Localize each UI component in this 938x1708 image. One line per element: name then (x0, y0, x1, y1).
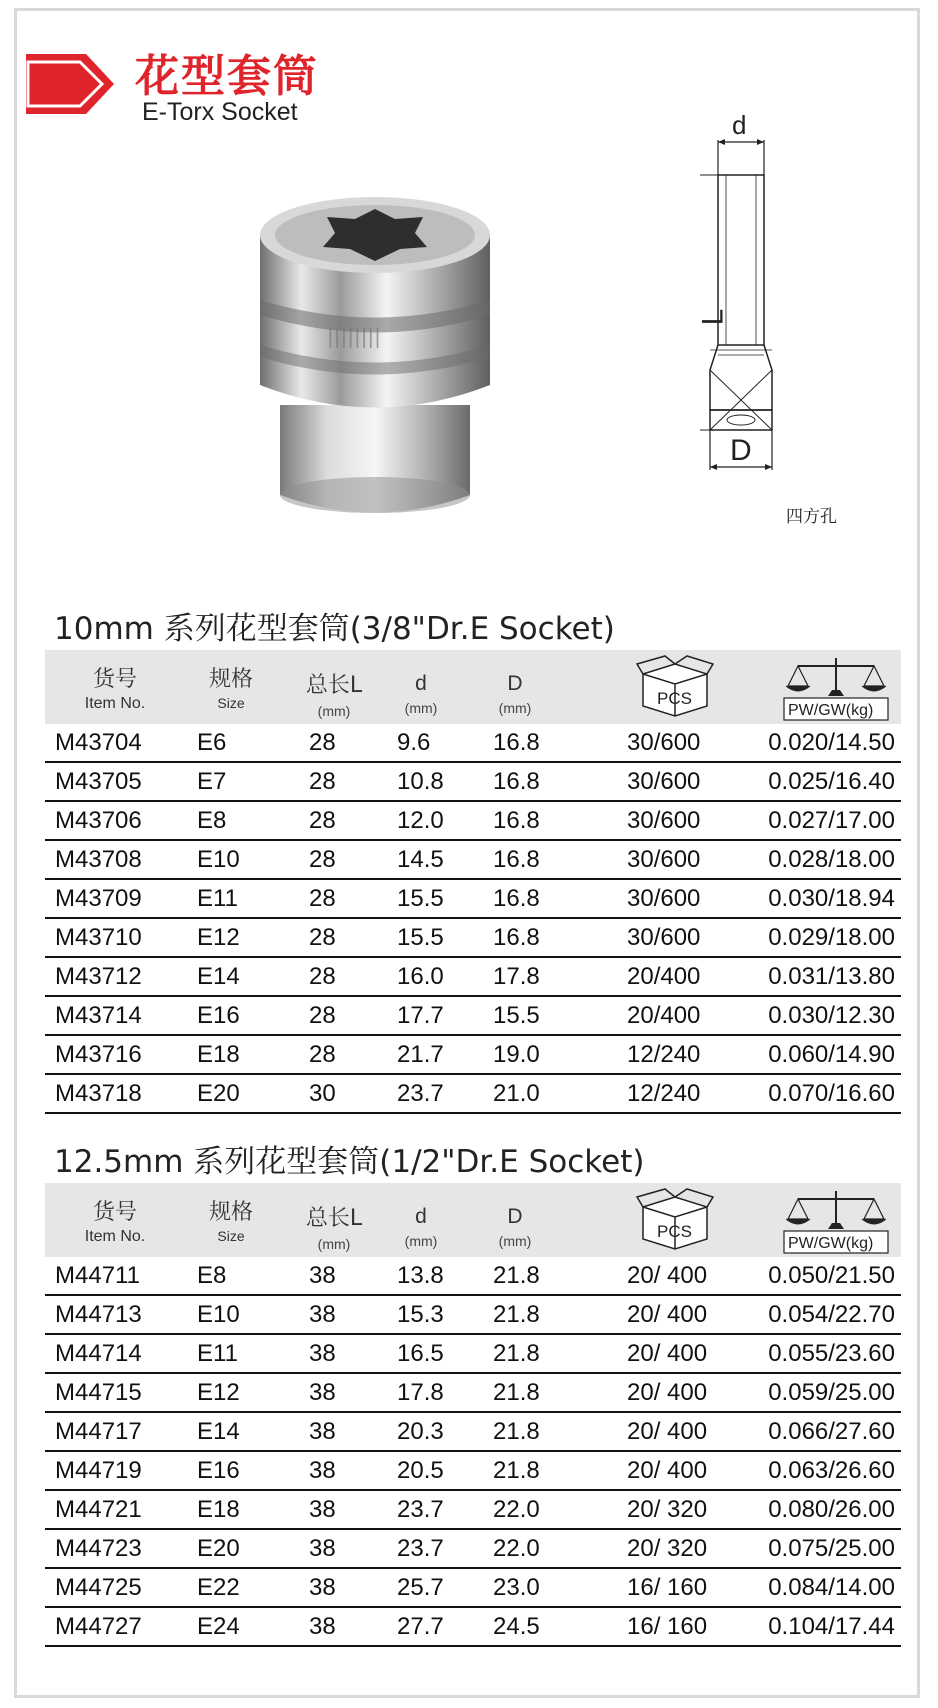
item-no-cell: M44719 (55, 1457, 142, 1484)
item-no-cell: M43709 (55, 885, 142, 912)
length-cell: 30 (309, 1080, 336, 1107)
d-cell: 13.8 (397, 1262, 444, 1289)
weight-cell: 0.030/18.94 (768, 885, 895, 912)
length-cell: 28 (309, 846, 336, 873)
header-d: d (mm) (404, 1205, 438, 1249)
weight-cell: 0.075/25.00 (768, 1535, 895, 1562)
table-body (45, 724, 901, 1114)
balance-scale-icon (780, 652, 892, 722)
header-item: 货号 Item No. (84, 667, 146, 712)
length-cell: 28 (309, 1041, 336, 1068)
table-row (45, 802, 901, 841)
square-hole-note: 四方孔 (786, 507, 837, 527)
weight-cell: 0.066/27.60 (768, 1418, 895, 1445)
d-cell: 15.3 (397, 1301, 444, 1328)
arrow-badge-icon (24, 52, 116, 116)
item-no-cell: M43718 (55, 1080, 142, 1107)
section-title-12-5mm: 12.5mm 系列花型套筒(1/2"Dr.E Socket) (54, 1144, 645, 1180)
D-cell: 24.5 (493, 1613, 540, 1640)
D-cell: 17.8 (493, 963, 540, 990)
spec-table-12-5mm (45, 1183, 901, 1647)
D-cell: 23.0 (493, 1574, 540, 1601)
pcs-cell: 20/400 (627, 963, 701, 990)
item-no-cell: M43710 (55, 924, 142, 951)
table-row (45, 997, 901, 1036)
svg-text:||||||||: |||||||| (327, 324, 381, 348)
d-cell: 20.3 (397, 1418, 444, 1445)
svg-text:PW/GW(kg): PW/GW(kg) (788, 702, 874, 719)
dim-label-L: L (696, 308, 730, 326)
d-cell: 16.0 (397, 963, 444, 990)
length-cell: 28 (309, 768, 336, 795)
D-cell: 16.8 (493, 924, 540, 951)
size-cell: E16 (197, 1002, 240, 1029)
d-cell: 23.7 (397, 1080, 444, 1107)
pcs-cell: 20/ 400 (627, 1301, 708, 1328)
length-cell: 38 (309, 1340, 336, 1367)
table-row (45, 958, 901, 997)
pcs-cell: 20/ 400 (627, 1379, 708, 1406)
d-cell: 10.8 (397, 768, 444, 795)
pcs-cell: 20/ 400 (627, 1418, 708, 1445)
header-weight (780, 650, 892, 724)
item-no-cell: M44725 (55, 1574, 142, 1601)
item-no-cell: M44713 (55, 1301, 142, 1328)
length-cell: 28 (309, 729, 336, 756)
D-cell: 21.8 (493, 1262, 540, 1289)
item-no-cell: M43708 (55, 846, 142, 873)
weight-cell: 0.020/14.50 (768, 729, 895, 756)
D-cell: 15.5 (493, 1002, 540, 1029)
weight-cell: 0.104/17.44 (768, 1613, 895, 1640)
page-title-en: E-Torx Socket (142, 98, 298, 126)
item-no-cell: M44717 (55, 1418, 142, 1445)
size-cell: E14 (197, 963, 240, 990)
table-row (45, 1075, 901, 1114)
weight-cell: 0.031/13.80 (768, 963, 895, 990)
size-cell: E20 (197, 1535, 240, 1562)
svg-text:PW/GW(kg): PW/GW(kg) (788, 1235, 874, 1252)
D-cell: 16.8 (493, 885, 540, 912)
pcs-cell: 30/600 (627, 729, 701, 756)
pcs-cell: 20/400 (627, 1002, 701, 1029)
table-row (45, 1491, 901, 1530)
size-cell: E6 (197, 729, 227, 756)
size-cell: E10 (197, 1301, 240, 1328)
length-cell: 28 (309, 885, 336, 912)
item-no-cell: M44715 (55, 1379, 142, 1406)
carton-box-icon (635, 1187, 715, 1253)
item-no-cell: M43706 (55, 807, 142, 834)
header-item: 货号 Item No. (84, 1200, 146, 1245)
size-cell: E8 (197, 1262, 227, 1289)
table-row (45, 1257, 901, 1296)
socket-dimension-diagram (700, 110, 850, 495)
D-cell: 16.8 (493, 807, 540, 834)
size-cell: E11 (197, 885, 238, 912)
item-no-cell: M43714 (55, 1002, 142, 1029)
table-row (45, 1530, 901, 1569)
length-cell: 28 (309, 924, 336, 951)
d-cell: 17.8 (397, 1379, 444, 1406)
length-cell: 38 (309, 1262, 336, 1289)
pcs-cell: 30/600 (627, 885, 701, 912)
length-cell: 38 (309, 1457, 336, 1484)
header-pcs (620, 1183, 730, 1257)
d-cell: 21.7 (397, 1041, 444, 1068)
item-no-cell: M43705 (55, 768, 142, 795)
length-cell: 28 (309, 807, 336, 834)
table-row (45, 1413, 901, 1452)
d-cell: 9.6 (397, 729, 431, 756)
D-cell: 21.8 (493, 1301, 540, 1328)
weight-cell: 0.050/21.50 (768, 1262, 895, 1289)
size-cell: E10 (197, 846, 240, 873)
dim-label-D: D (730, 434, 752, 467)
table-row (45, 1296, 901, 1335)
D-cell: 21.8 (493, 1418, 540, 1445)
carton-box-icon (635, 654, 715, 720)
d-cell: 14.5 (397, 846, 444, 873)
header-length: 总长L (mm) (305, 673, 363, 719)
svg-text:PCS: PCS (657, 689, 692, 708)
pcs-cell: 30/600 (627, 846, 701, 873)
weight-cell: 0.055/23.60 (768, 1340, 895, 1367)
item-no-cell: M44721 (55, 1496, 142, 1523)
size-cell: E12 (197, 924, 240, 951)
pcs-cell: 20/ 320 (627, 1496, 708, 1523)
length-cell: 38 (309, 1496, 336, 1523)
d-cell: 17.7 (397, 1002, 444, 1029)
header-pcs (620, 650, 730, 724)
D-cell: 16.8 (493, 846, 540, 873)
size-cell: E14 (197, 1418, 240, 1445)
header-length: 总长L (mm) (305, 1206, 363, 1252)
item-no-cell: M44723 (55, 1535, 142, 1562)
d-cell: 16.5 (397, 1340, 444, 1367)
weight-cell: 0.084/14.00 (768, 1574, 895, 1601)
spec-table-10mm (45, 650, 901, 1114)
length-cell: 38 (309, 1379, 336, 1406)
size-cell: E11 (197, 1340, 238, 1367)
weight-cell: 0.029/18.00 (768, 924, 895, 951)
section-title-10mm: 10mm 系列花型套筒(3/8"Dr.E Socket) (54, 611, 615, 647)
table-row (45, 1569, 901, 1608)
size-cell: E7 (197, 768, 227, 795)
D-cell: 16.8 (493, 729, 540, 756)
d-cell: 23.7 (397, 1535, 444, 1562)
D-cell: 19.0 (493, 1041, 540, 1068)
table-row (45, 1374, 901, 1413)
item-no-cell: M44711 (55, 1262, 140, 1289)
table-header (45, 1183, 901, 1257)
d-cell: 25.7 (397, 1574, 444, 1601)
d-cell: 27.7 (397, 1613, 444, 1640)
d-cell: 15.5 (397, 885, 444, 912)
size-cell: E12 (197, 1379, 240, 1406)
table-row (45, 1452, 901, 1491)
item-no-cell: M44727 (55, 1613, 142, 1640)
D-cell: 21.8 (493, 1457, 540, 1484)
header-size: 规格 Size (208, 1200, 253, 1244)
item-no-cell: M44714 (55, 1340, 142, 1367)
D-cell: 21.8 (493, 1379, 540, 1406)
size-cell: E8 (197, 807, 227, 834)
socket-product-image (255, 195, 505, 535)
table-row (45, 1335, 901, 1374)
pcs-cell: 20/ 320 (627, 1535, 708, 1562)
header-D: D (mm) (498, 672, 532, 716)
D-cell: 16.8 (493, 768, 540, 795)
table-row (45, 1036, 901, 1075)
weight-cell: 0.054/22.70 (768, 1301, 895, 1328)
balance-scale-icon (780, 1185, 892, 1255)
d-cell: 20.5 (397, 1457, 444, 1484)
pcs-cell: 30/600 (627, 924, 701, 951)
item-no-cell: M43712 (55, 963, 142, 990)
size-cell: E16 (197, 1457, 240, 1484)
pcs-cell: 12/240 (627, 1080, 701, 1107)
length-cell: 38 (309, 1535, 336, 1562)
table-row (45, 880, 901, 919)
d-cell: 12.0 (397, 807, 444, 834)
length-cell: 38 (309, 1574, 336, 1601)
size-cell: E20 (197, 1080, 240, 1107)
D-cell: 22.0 (493, 1535, 540, 1562)
length-cell: 28 (309, 963, 336, 990)
pcs-cell: 20/ 400 (627, 1340, 708, 1367)
table-row (45, 763, 901, 802)
size-cell: E24 (197, 1613, 240, 1640)
header-weight (780, 1183, 892, 1257)
length-cell: 38 (309, 1613, 336, 1640)
table-row (45, 919, 901, 958)
pcs-cell: 16/ 160 (627, 1574, 708, 1601)
pcs-cell: 30/600 (627, 807, 701, 834)
D-cell: 22.0 (493, 1496, 540, 1523)
pcs-cell: 30/600 (627, 768, 701, 795)
size-cell: E18 (197, 1496, 240, 1523)
weight-cell: 0.063/26.60 (768, 1457, 895, 1484)
page-title-cn: 花型套筒 (135, 51, 319, 102)
header-size: 规格 Size (208, 667, 253, 711)
item-no-cell: M43716 (55, 1041, 142, 1068)
pcs-cell: 20/ 400 (627, 1262, 708, 1289)
weight-cell: 0.060/14.90 (768, 1041, 895, 1068)
table-row (45, 1608, 901, 1647)
length-cell: 28 (309, 1002, 336, 1029)
weight-cell: 0.027/17.00 (768, 807, 895, 834)
weight-cell: 0.030/12.30 (768, 1002, 895, 1029)
length-cell: 38 (309, 1418, 336, 1445)
weight-cell: 0.070/16.60 (768, 1080, 895, 1107)
svg-text:PCS: PCS (657, 1222, 692, 1241)
pcs-cell: 20/ 400 (627, 1457, 708, 1484)
d-cell: 15.5 (397, 924, 444, 951)
table-row (45, 841, 901, 880)
table-header (45, 650, 901, 724)
dim-label-d: d (732, 110, 747, 140)
header-D: D (mm) (498, 1205, 532, 1249)
D-cell: 21.8 (493, 1340, 540, 1367)
weight-cell: 0.025/16.40 (768, 768, 895, 795)
d-cell: 23.7 (397, 1496, 444, 1523)
weight-cell: 0.028/18.00 (768, 846, 895, 873)
D-cell: 21.0 (493, 1080, 540, 1107)
length-cell: 38 (309, 1301, 336, 1328)
item-no-cell: M43704 (55, 729, 142, 756)
weight-cell: 0.080/26.00 (768, 1496, 895, 1523)
table-body (45, 1257, 901, 1647)
pcs-cell: 16/ 160 (627, 1613, 708, 1640)
size-cell: E22 (197, 1574, 240, 1601)
header-d: d (mm) (404, 672, 438, 716)
table-row (45, 724, 901, 763)
size-cell: E18 (197, 1041, 240, 1068)
pcs-cell: 12/240 (627, 1041, 701, 1068)
weight-cell: 0.059/25.00 (768, 1379, 895, 1406)
